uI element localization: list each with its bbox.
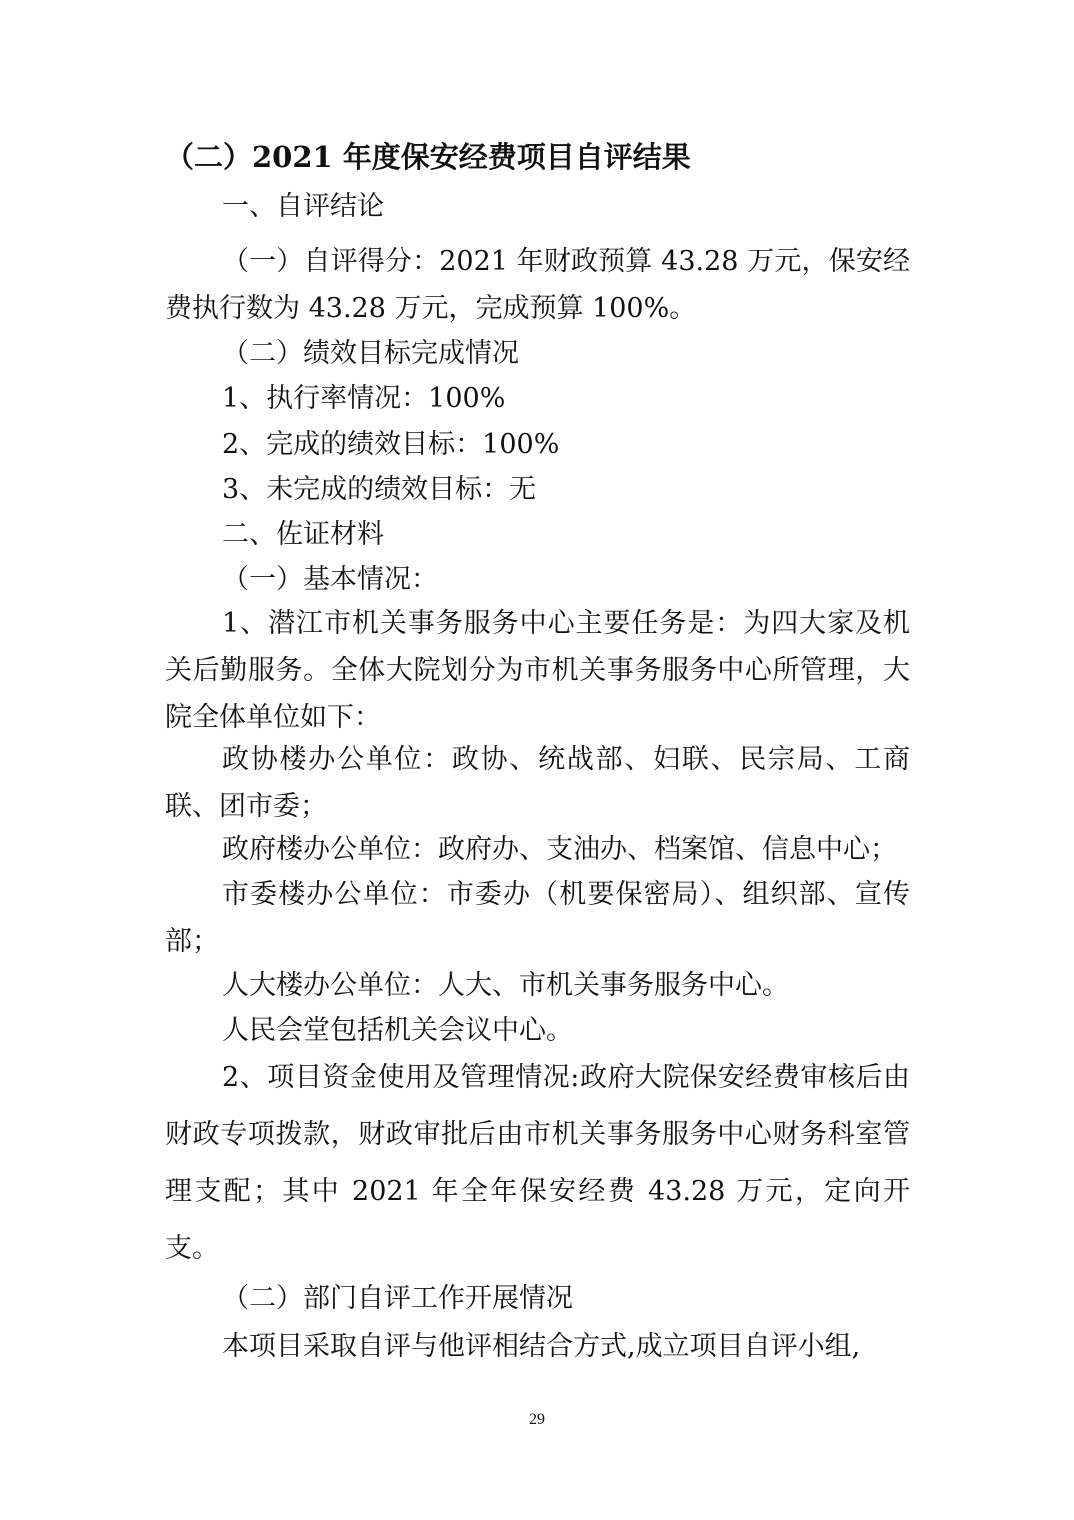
score-paragraph: （一）自评得分：2021 年财政预算 43.28 万元，保安经费执行数为 43.28 万元，完成预算 100%。 — [165, 246, 910, 324]
evidence-heading: 二、佐证材料 — [222, 519, 384, 550]
mission-paragraph: 1、潜江市机关事务服务中心主要任务是：为四大家及机关后勤服务。全体大院划分为市机关事务服务中心所管理，大院全体单位如下： — [165, 608, 910, 733]
self-evaluation-work-heading: （二）部门自评工作开展情况 — [222, 1283, 573, 1314]
peoples-hall-paragraph: 人民会堂包括机关会议中心。 — [222, 1015, 573, 1046]
basic-info-heading: （一）基本情况： — [222, 564, 438, 595]
cppcc-building-units: 政协楼办公单位：政协、统战部、妇联、民宗局、工商联、团市委； — [165, 744, 910, 822]
party-committee-building-units: 市委楼办公单位：市委办（机要保密局）、组织部、宣传部； — [165, 879, 910, 957]
goal-completion-heading: （二）绩效目标完成情况 — [222, 338, 519, 369]
completed-goals-item: 2、完成的绩效目标：100% — [222, 429, 560, 460]
execution-rate-item: 1、执行率情况：100% — [222, 383, 506, 414]
section-heading: （二）2021 年度保安经费项目自评结果 — [165, 140, 691, 174]
npc-building-units: 人大楼办公单位：人大、市机关事务服务中心。 — [222, 970, 789, 1001]
conclusion-heading: 一、自评结论 — [222, 191, 384, 222]
page-number: 29 — [529, 1411, 545, 1428]
self-evaluation-method-paragraph: 本项目采取自评与他评相结合方式,成立项目自评小组, — [222, 1331, 861, 1362]
government-building-units: 政府楼办公单位：政府办、支油办、档案馆、信息中心； — [222, 834, 897, 865]
funds-management-paragraph: 2、项目资金使用及管理情况:政府大院保安经费审核后由财政专项拨款，财政审批后由市机关事务服务中心财务科室管理支配；其中 2021 年全年保安经费 43.28 万元，定向开支。 — [165, 1062, 910, 1264]
uncompleted-goals-item: 3、未完成的绩效目标：无 — [222, 474, 537, 505]
